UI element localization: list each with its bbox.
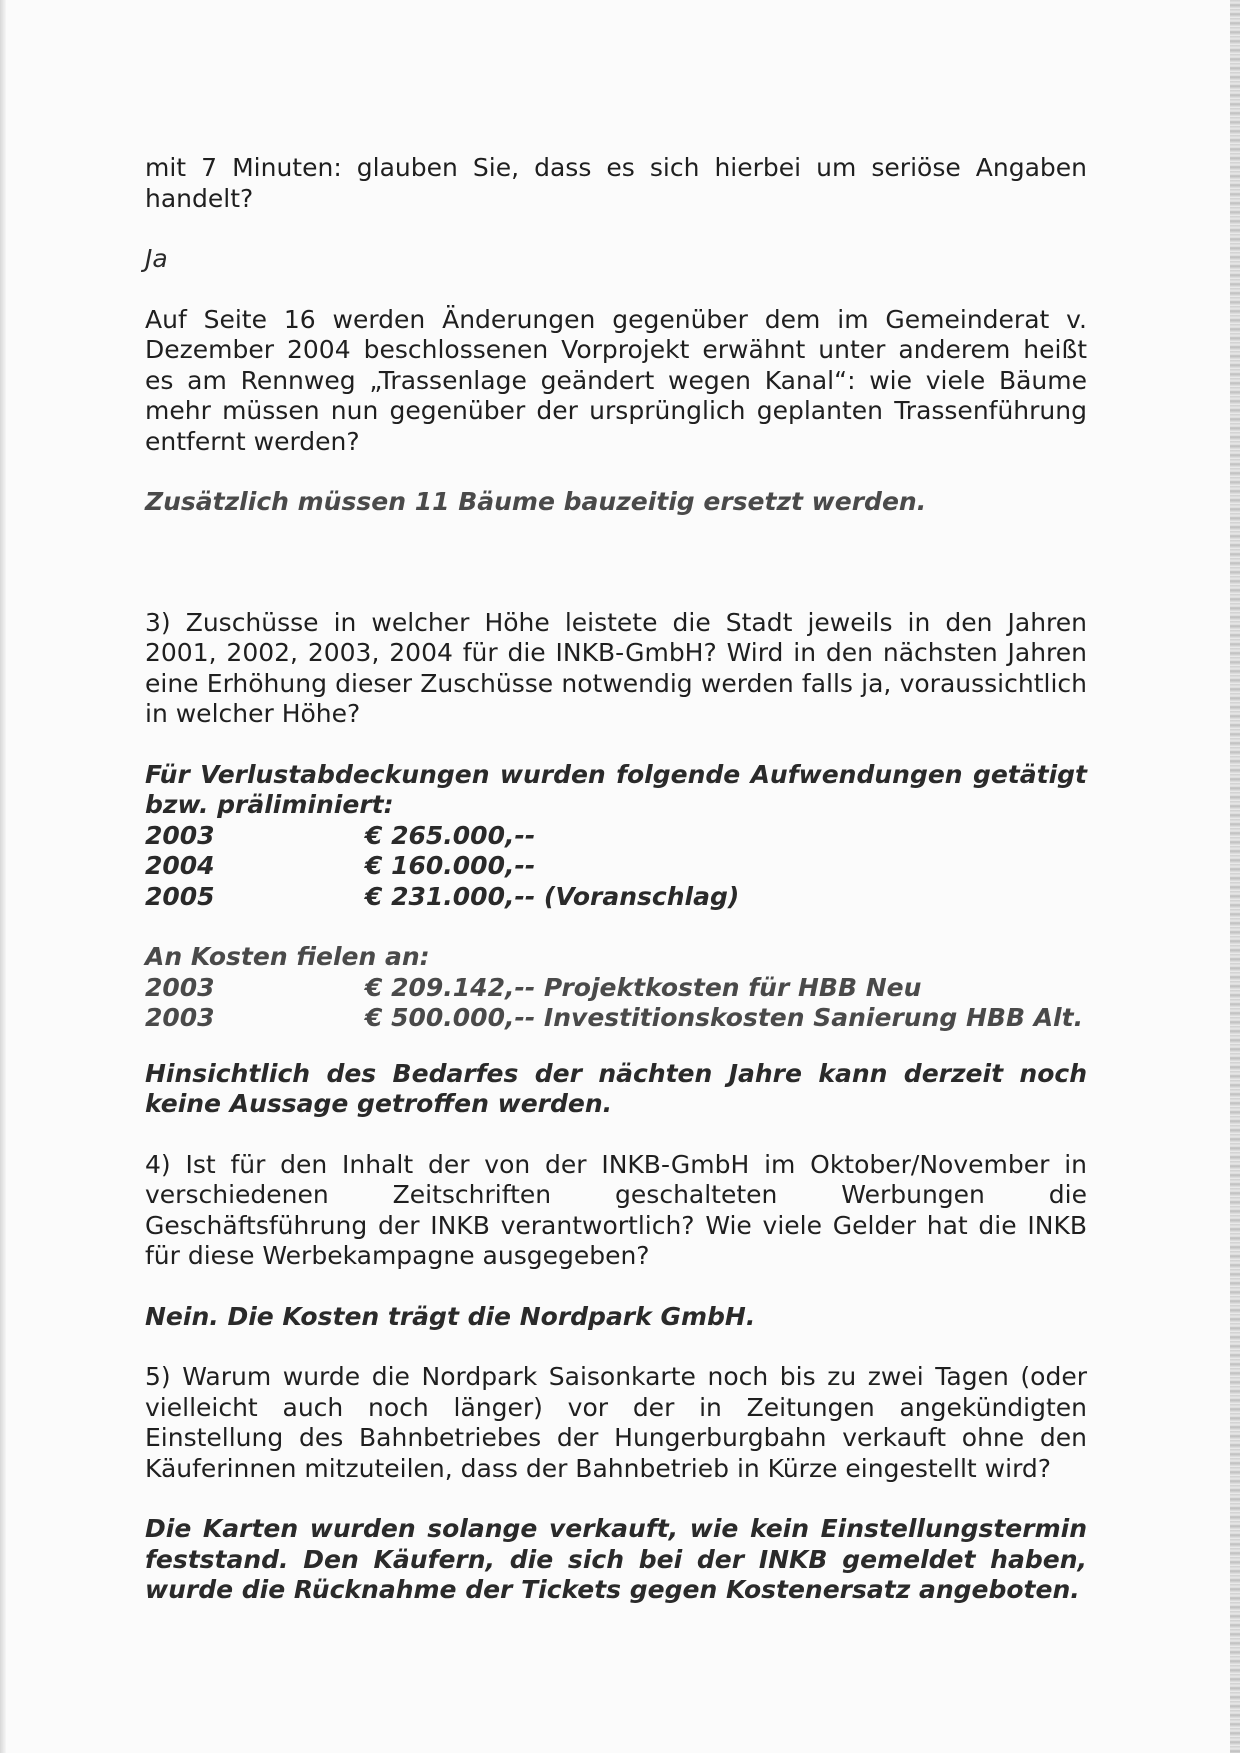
costs-row [145,1003,1087,1034]
costs-year: 2003 [145,1003,215,1032]
loss-coverage-row [145,882,1087,913]
loss-amount: € 231.000,-- (Voranschlag) [365,881,740,911]
scan-edge-left [0,0,6,1753]
question-trees: Auf Seite 16 werden Änderungen gegenüber dem im Gemeinderat v. Dezember 2004 beschlossenen Vorprojekt erwähnt unter anderem heißt es am Rennweg „Trassenlage geändert wegen Kanal“: wie viele Bäume mehr müssen nun gegenüber der ursprünglich geplanten Trassenführung entfernt werden? [145,304,1087,456]
loss-amount: € 160.000,-- [365,851,536,880]
costs-year: 2003 [145,972,215,1002]
loss-year: 2005 [145,881,215,911]
loss-year: 2004 [145,851,215,880]
answer-3-outlook: Hinsichtlich des Bedarfes der nächten Jahre kann derzeit noch keine Aussage getroffen werden. [145,1058,1087,1118]
loss-year: 2003 [145,820,215,850]
document-page [145,153,1087,1606]
answer-5: Die Karten wurden solange verkauft, wie kein Einstellungstermin feststand. Den Käufern, die sich bei der INKB gemeldet haben, wurde die Rücknahme der Tickets gegen Kostenersatz angeboten. [145,1514,1087,1604]
answer-ja: Ja [145,244,168,273]
scan-edge-right [1230,0,1240,1753]
loss-coverage-row [145,851,1087,882]
loss-coverage-table [145,821,1087,913]
loss-coverage-row [145,821,1087,852]
answer-trees: Zusätzlich müssen 11 Bäume bauzeitig ersetzt werden. [145,487,927,516]
question-5: 5) Warum wurde die Nordpark Saisonkarte noch bis zu zwei Tagen (oder vielleicht auch noch länger) vor der in Zeitungen angekündigten Einstellung des Bahnbetriebes der Hungerburgbahn verkauft ohne den Käuferinnen mitzuteilen, dass der Bahnbetrieb in Kürze eingestellt wird? [145,1362,1087,1483]
question-3: 3) Zuschüsse in welcher Höhe leistete die Stadt jeweils in den Jahren 2001, 2002, 2003, 2004 für die INKB-GmbH? Wird in den nächsten Jahren eine Erhöhung dieser Zuschüsse notwendig werden falls ja, voraussichtlich in welcher Höhe? [145,607,1087,728]
costs-amount: € 500.000,-- Investitionskosten Sanierung HBB Alt. [365,1003,1084,1032]
question-continuation: mit 7 Minuten: glauben Sie, dass es sich hierbei um seriöse Angaben handelt? [145,153,1087,213]
costs-row [145,973,1087,1004]
question-4: 4) Ist für den Inhalt der von der INKB-GmbH im Oktober/November in verschiedenen Zeitschriften geschalteten Werbungen die Geschäftsführung der INKB verantwortlich? Wie viele Gelder hat die INKB für diese Werbekampagne ausgegeben? [145,1149,1087,1270]
answer-3-intro: Für Verlustabdeckungen wurden folgende Aufwendungen getätigt bzw. präliminiert: [145,759,1087,819]
answer-4: Nein. Die Kosten trägt die Nordpark GmbH. [145,1301,756,1331]
costs-table [145,973,1087,1034]
costs-amount: € 209.142,-- Projektkosten für HBB Neu [365,972,922,1002]
loss-amount: € 265.000,-- [365,820,536,850]
costs-heading: An Kosten fielen an: [145,942,430,971]
